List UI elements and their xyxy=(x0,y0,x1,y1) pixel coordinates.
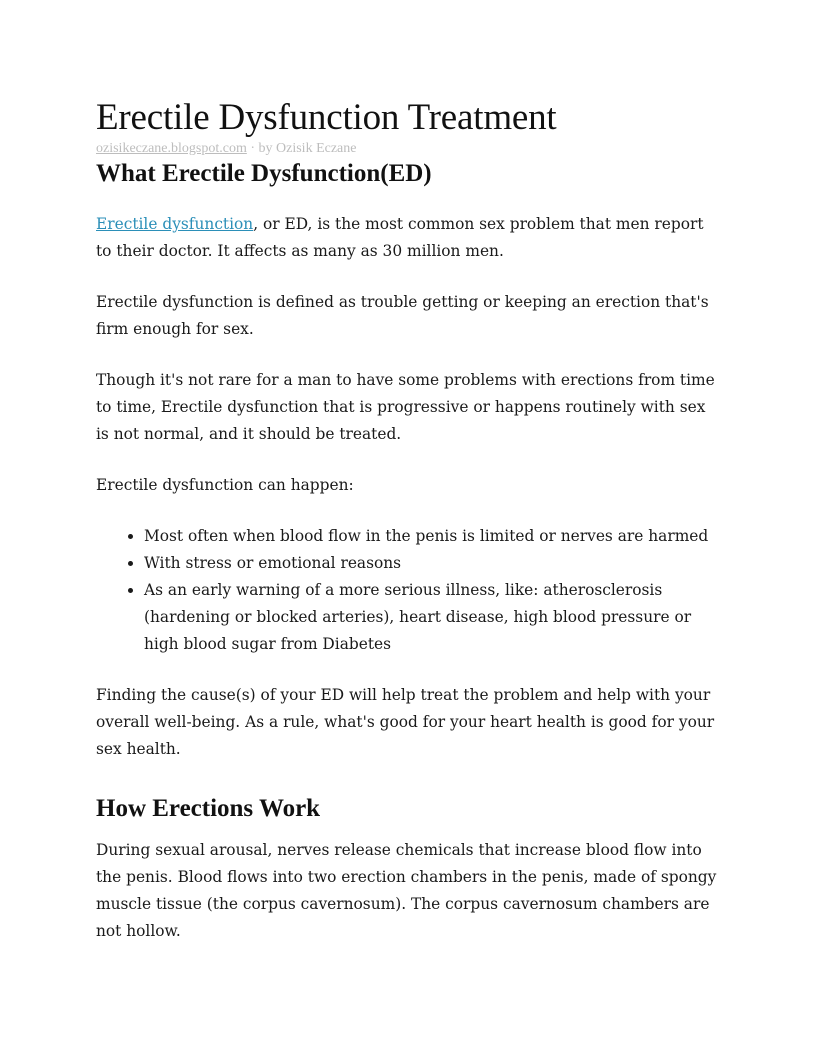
article xyxy=(96,96,722,945)
paragraph-progressive: Though it's not rare for a man to have some problems with erections from time to time, Erectile dysfunction that is progressive or happens routinely with sex is not normal, and it should be treated. xyxy=(96,371,715,443)
paragraph-intro-text: , or ED, is the most common sex problem that men report to their doctor. It affects as many as 30 million men. xyxy=(96,215,704,260)
paragraph-can-happen: Erectile dysfunction can happen: xyxy=(96,476,354,494)
source-link[interactable]: ozisikeczane.blogspot.com xyxy=(96,141,247,156)
paragraph-arousal: During sexual arousal, nerves release chemicals that increase blood flow into the penis. Blood flows into two erection chambers in the penis, made of spongy muscle tissue (the corpus cavernosum). The corpus cavernosum chambers are not hollow. xyxy=(96,841,717,940)
section-heading-how-erections-work: How Erections Work xyxy=(96,795,321,822)
byline xyxy=(96,141,722,157)
list-item: • Most often when blood flow in the penis is limited or nerves are harmed xyxy=(144,523,722,550)
erectile-dysfunction-link[interactable]: Erectile dysfunction xyxy=(96,215,254,233)
paragraph-definition: Erectile dysfunction is defined as trouble getting or keeping an erection that's firm enough for sex. xyxy=(96,293,709,338)
section-heading-what-ed: What Erectile Dysfunction(ED) xyxy=(96,160,432,187)
author-name: Ozisik Eczane xyxy=(276,141,357,156)
list-item: • With stress or emotional reasons xyxy=(144,550,722,577)
paragraph-finding-cause: Finding the cause(s) of your ED will help treat the problem and help with your overall well-being. As a rule, what's good for your heart health is good for your sex health. xyxy=(96,686,715,758)
paragraph-intro xyxy=(96,211,722,265)
byline-separator: · by xyxy=(246,141,277,156)
causes-list xyxy=(96,523,722,658)
article-title: Erectile Dysfunction Treatment xyxy=(96,97,557,138)
list-item: • As an early warning of a more serious illness, like: atherosclerosis (hardening or blocked arteries), heart disease, high blood pressure or high blood sugar from Diabetes xyxy=(144,577,722,658)
